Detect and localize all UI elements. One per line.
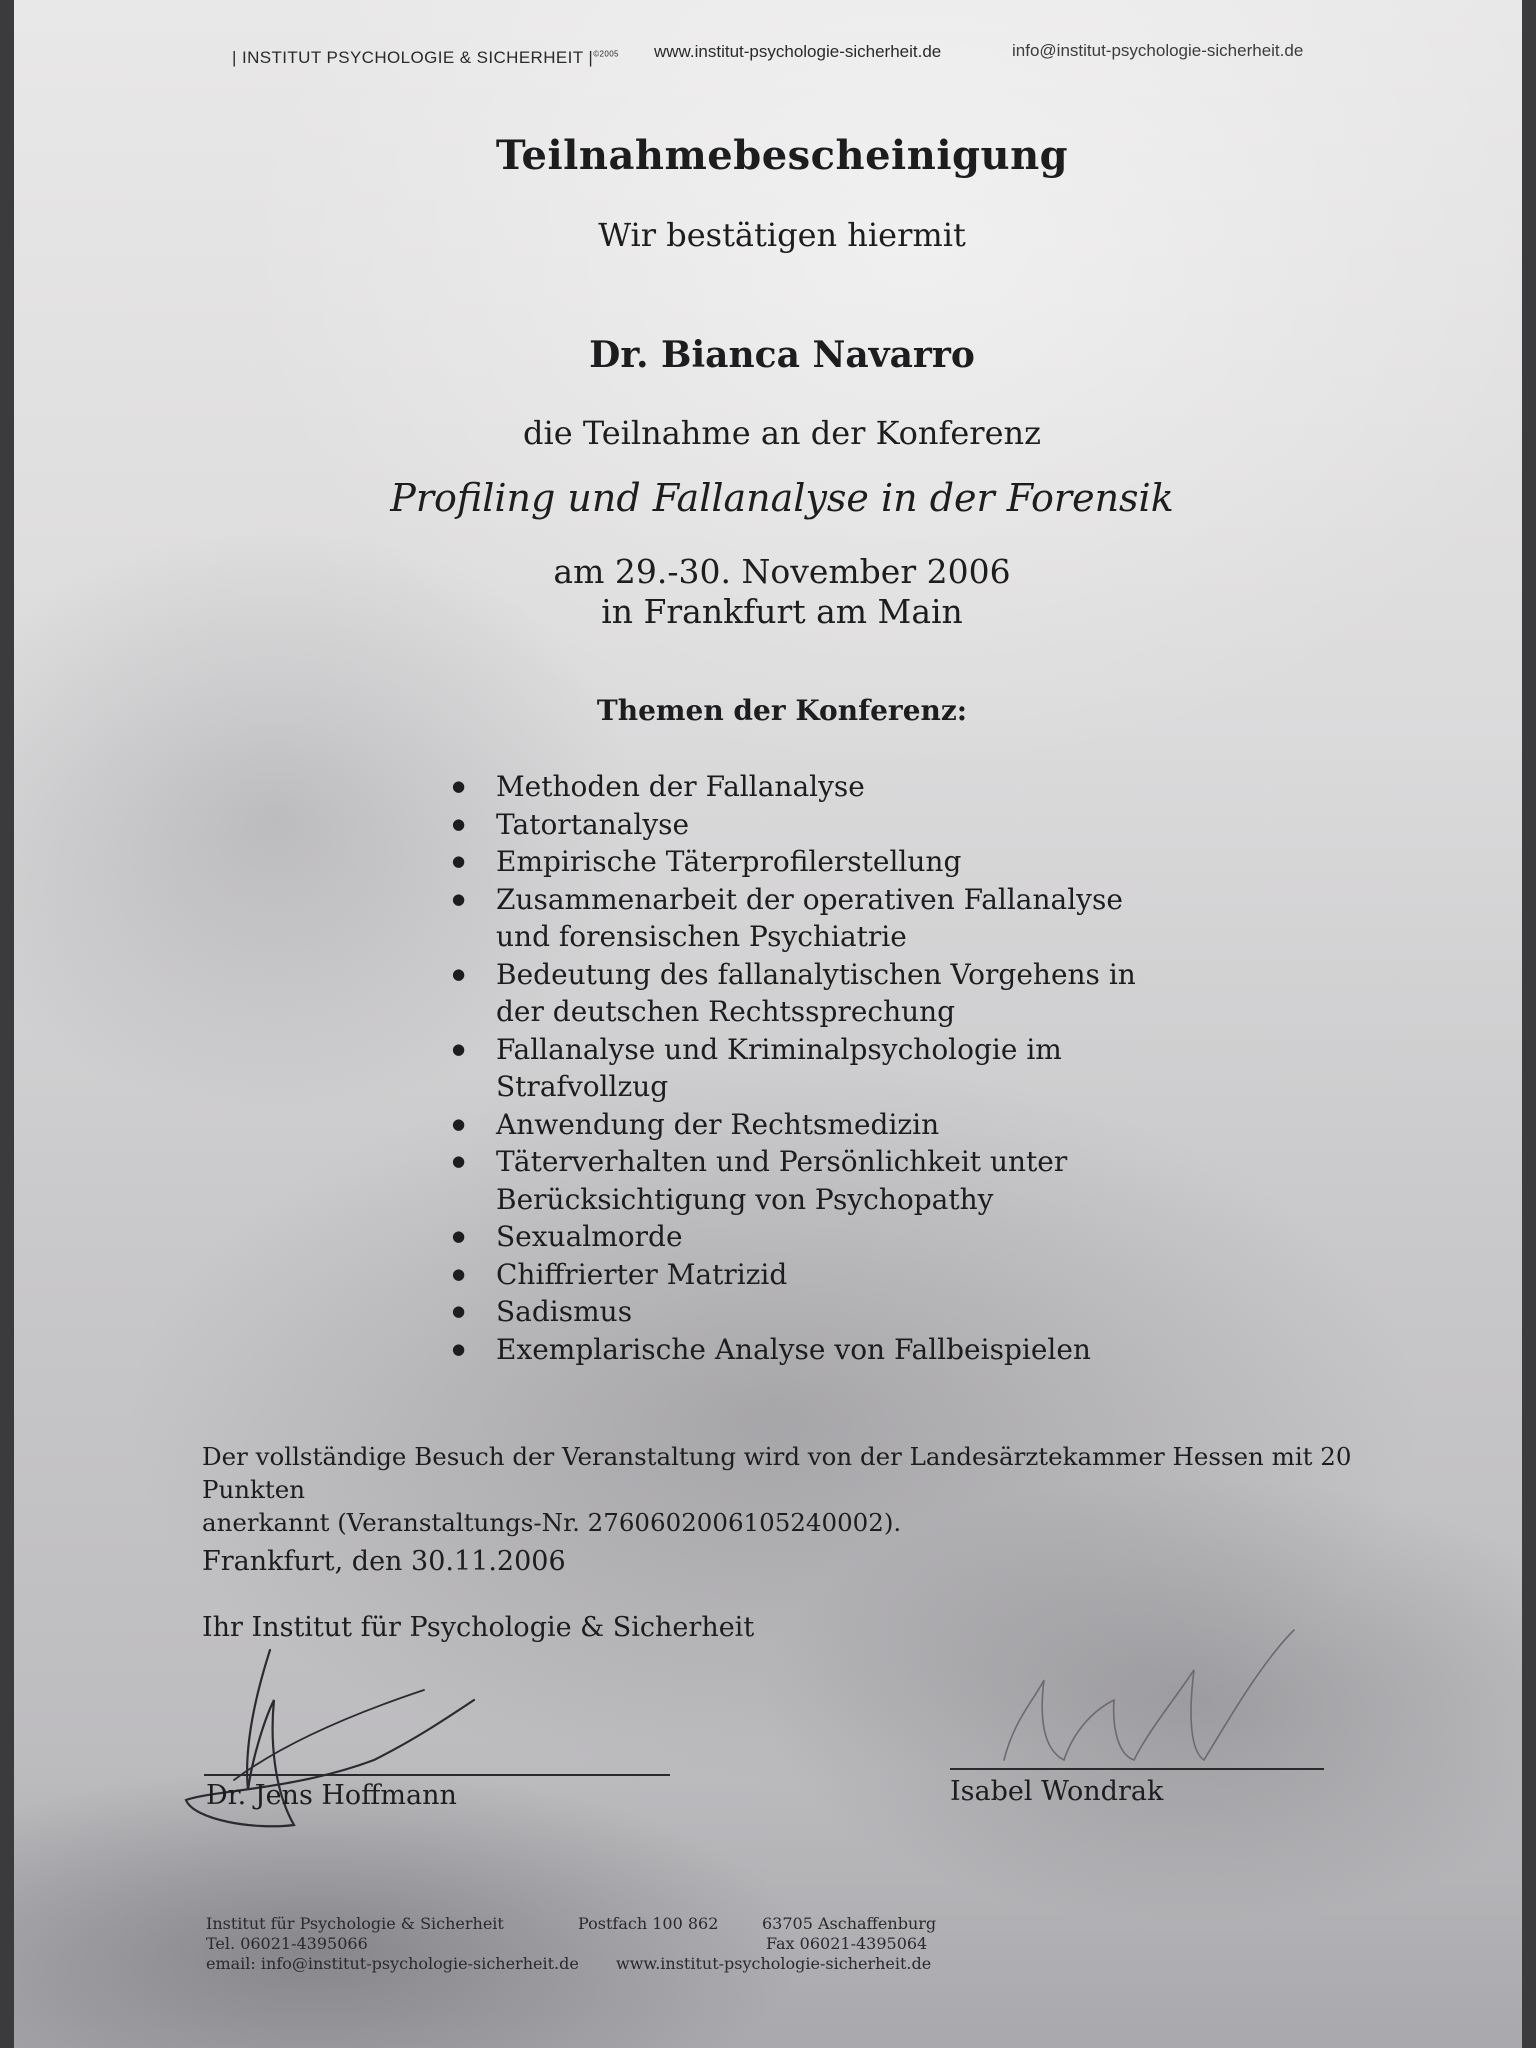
conference-title: Profiling und Fallanalyse in der Forensik [390,476,1174,520]
conference-date: am 29.-30. November 2006 [553,552,1011,591]
topic-item: ● Sexualmorde [452,1218,1152,1256]
topics-heading: Themen der Konferenz: [596,694,968,727]
header-email: info@institut-psychologie-sicherheit.de [1012,41,1304,60]
topic-item: ● Anwendung der Rechtsmedizin [452,1106,1152,1144]
participant-name: Dr. Bianca Navarro [589,334,975,376]
footer-fax: Fax 06021-4395064 [766,1934,928,1953]
document-subtitle: Wir bestätigen hiermit [598,216,966,254]
footer-website: www.institut-psychologie-sicherheit.de [616,1954,932,1973]
topic-item: ● Fallanalyse und Kriminalpsychologie im Strafvollzug [452,1031,1152,1106]
footer-email: email: info@institut-psychologie-sicherheit.de [206,1954,579,1973]
topic-item: ● Chiffrierter Matrizid [452,1256,1152,1294]
footer-institute: Institut für Psychologie & Sicherheit [206,1914,504,1933]
signer-right-name: Isabel Wondrak [950,1776,1164,1807]
topic-item: ● Täterverhalten und Persönlichkeit unter Berücksichtigung von Psychopathy [452,1143,1152,1218]
document-title: Teilnahmebescheinigung [495,132,1069,179]
topic-item: ● Zusammenarbeit der operativen Fallanalyse und forensischen Psychiatrie [452,881,1152,956]
footer-address [206,1914,1006,1984]
footer-city: 63705 Aschaffenburg [762,1914,937,1933]
recognition-line-1: Der vollständige Besuch der Veranstaltung wird von der Landesärztekammer Hessen mit 20 Punkten [202,1442,1352,1504]
topics-list [452,768,1152,1368]
topic-item: ● Tatortanalyse [452,806,1152,844]
signature-line-right [950,1768,1324,1770]
topic-item: ● Bedeutung des fallanalytischen Vorgehens in der deutschen Rechtssprechung [452,956,1152,1031]
place-and-date: Frankfurt, den 30.11.2006 [202,1546,566,1577]
topic-item: ● Sadismus [452,1293,1152,1331]
conference-location: in Frankfurt am Main [601,592,963,631]
participation-text: die Teilnahme an der Konferenz [523,414,1041,452]
footer-postbox: Postfach 100 862 [578,1914,719,1933]
certificate-page [14,0,1522,2048]
header-website: www.institut-psychologie-sicherheit.de [654,42,942,61]
institute-label: INSTITUT PSYCHOLOGIE & SICHERHEIT [241,48,584,67]
topic-item: ● Methoden der Fallanalyse [452,768,1152,806]
closing-line: Ihr Institut für Psychologie & Sicherheit [202,1612,755,1643]
topic-item: ● Empirische Täterprofilerstellung [452,843,1152,881]
footer-tel: Tel. 06021-4395066 [206,1934,368,1953]
recognition-line-2: anerkannt (Veranstaltungs-Nr. 2760602006105240002). [202,1508,902,1537]
recognition-statement [202,1440,1402,1539]
topic-item: ● Exemplarische Analyse von Fallbeispielen [452,1331,1152,1369]
signature-wondrak [984,1610,1304,1780]
institute-name: | INSTITUT PSYCHOLOGIE & SICHERHEIT $|^{©2005}$ [232,48,619,67]
signature-line-left [204,1774,670,1776]
copyright-mark: ©2005 [593,49,619,59]
signer-left-name: Dr. Jens Hoffmann [206,1780,457,1811]
